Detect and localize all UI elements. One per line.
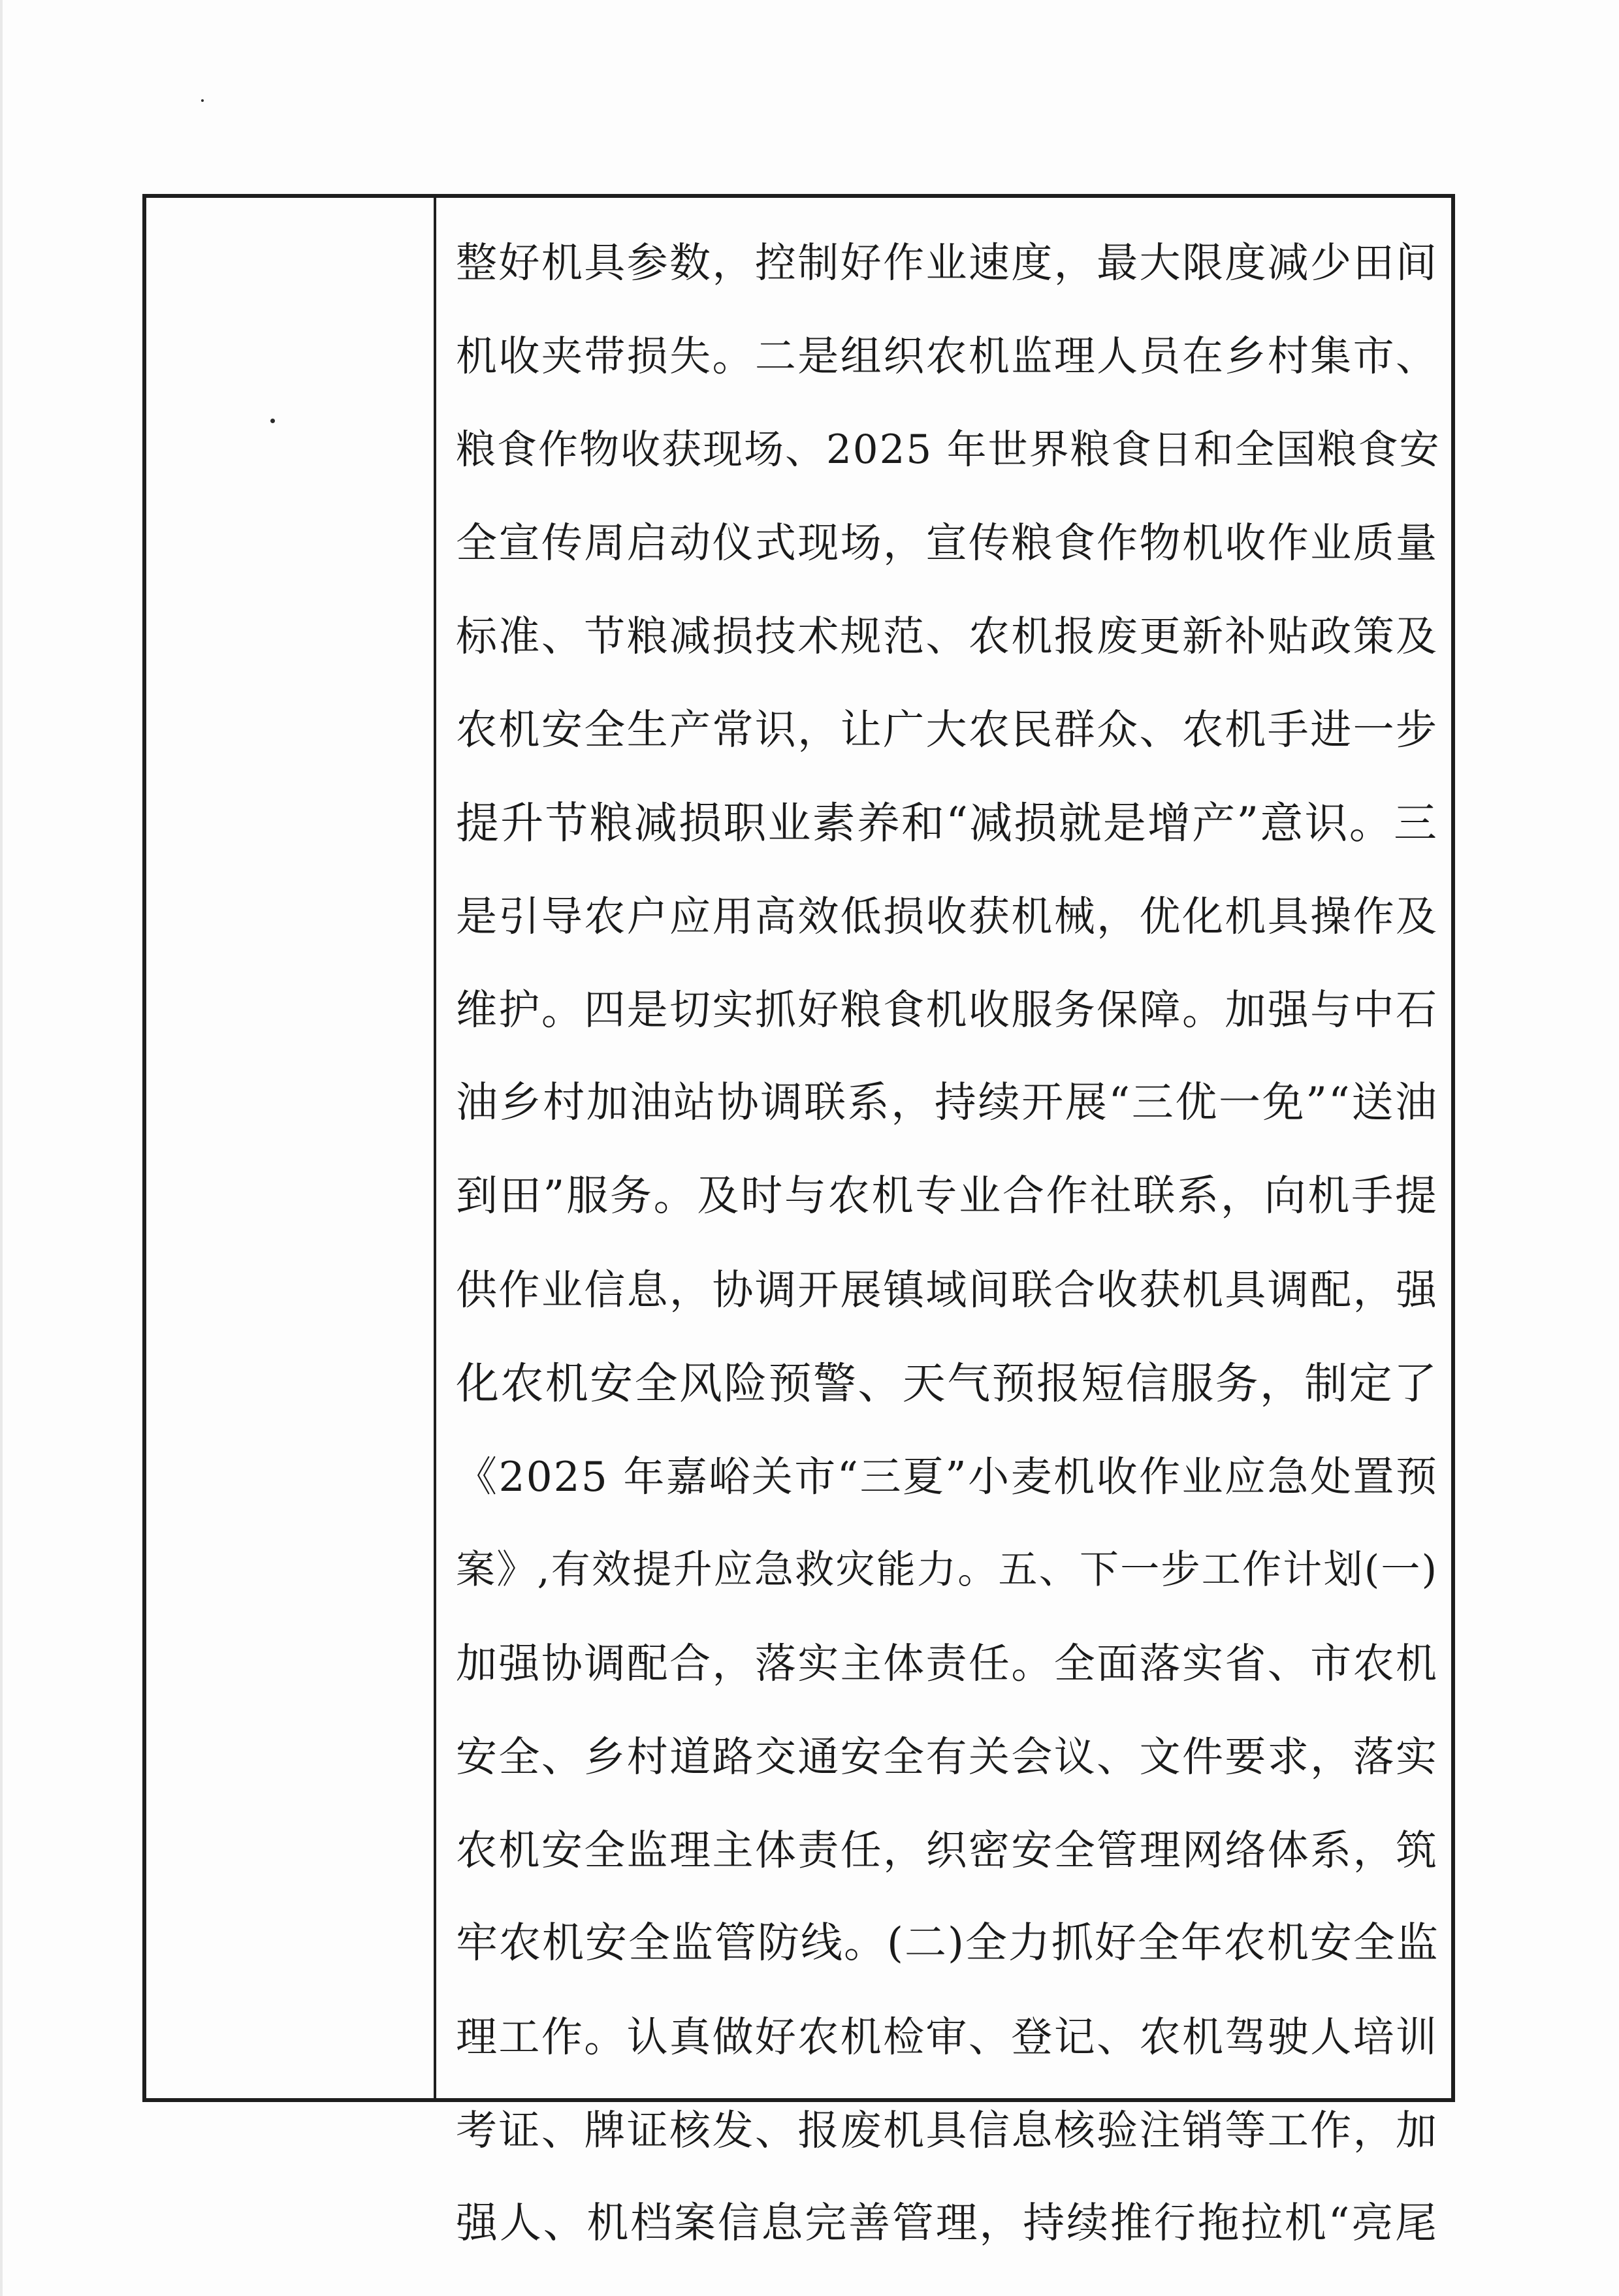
text-line: 理工作。认真做好农机检审、登记、农机驾驶人培训 [456,2013,1438,2061]
text-line: 机收夹带损失。二是组织农机监理人员在乡村集市、 [456,332,1438,380]
label-cell [146,198,434,2098]
form-table [142,194,1455,2248]
text-line: 加强协调配合，落实主体责任。全面落实省、市农机 [456,1640,1438,1687]
text-line: 《2025 年嘉峪关市“三夏”小麦机收作业应急处置预 [456,1453,1438,1501]
text-line: 安全、乡村道路交通安全有关会议、文件要求，落实 [456,1733,1438,1781]
scan-edge [0,0,3,2296]
text-line: 牢农机安全监管防线。(二)全力抓好全年农机安全监 [456,1919,1439,1968]
content-cell [436,198,1451,2248]
text-line: 化农机安全风险预警、天气预报短信服务，制定了 [456,1358,1438,1409]
text-line: 农机安全生产常识，让广大农民群众、农机手进一步 [456,706,1438,754]
text-line: 整好机具参数，控制好作业速度，最大限度减少田间 [456,239,1438,287]
text-line: 标准、节粮减损技术规范、农机报废更新补贴政策及 [456,613,1438,660]
text-line: 粮食作物收获现场、2025 年世界粮食日和全国粮食安 [456,426,1441,473]
text-line: 考证、牌证核发、报废机具信息核验注销等工作，加 [456,2107,1438,2154]
text-line: 案》,有效提升应急救灾能力。五、下一步工作计划(一) [456,1547,1438,1593]
stray-mark [201,99,204,102]
text-line: 全宣传周启动仪式现场，宣传粮食作物机收作业质量 [456,519,1438,567]
text-line: 强人、机档案信息完善管理，持续推行拖拉机“亮尾 [456,2199,1438,2248]
text-line: 农机安全监理主体责任，织密安全管理网络体系，筑 [456,1826,1438,1874]
text-line: 到田”服务。及时与农机专业合作社联系，向机手提 [456,1172,1438,1220]
text-line: 提升节粮减损职业素养和“减损就是增产”意识。三 [456,798,1438,848]
stray-mark [270,419,275,423]
text-line: 油乡村加油站协调联系，持续开展“三优一免”“送油 [456,1079,1438,1127]
text-line: 维护。四是切实抓好粮食机收服务保障。加强与中石 [456,986,1438,1034]
text-line: 是引导农户应用高效低损收获机械，优化机具操作及 [456,893,1438,940]
text-line: 供作业信息，协调开展镇域间联合收获机具调配，强 [456,1266,1438,1314]
